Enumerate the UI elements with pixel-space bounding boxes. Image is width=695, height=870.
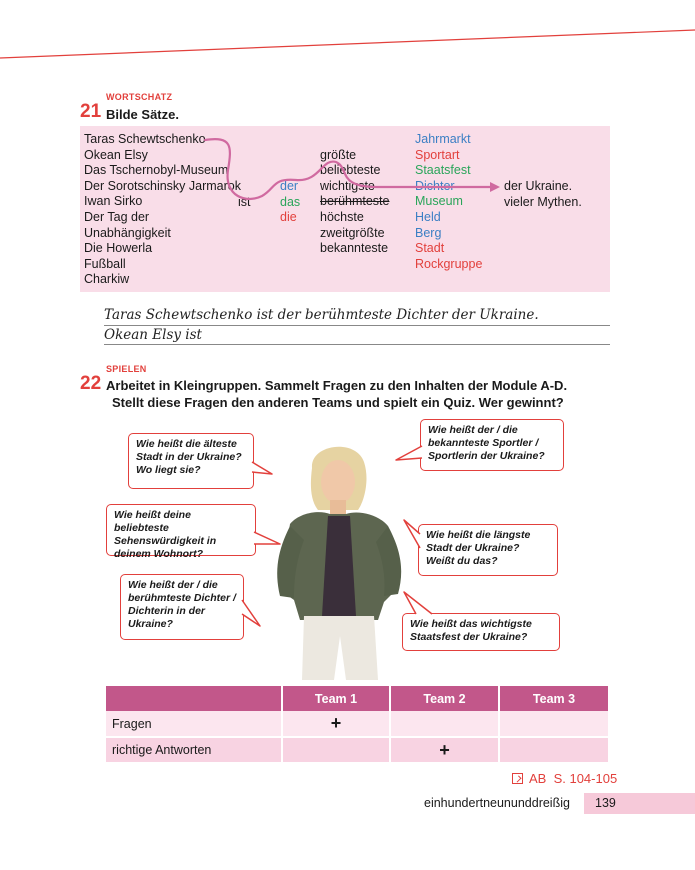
quiz-team-table (106, 686, 608, 764)
table-header-team-2: Team 2 (390, 686, 499, 711)
subject-item: Taras Schewtschenko (84, 132, 206, 146)
section-tag-spielen: SPIELEN (106, 364, 147, 374)
adjective-item: beliebteste (320, 163, 381, 178)
noun-item: Jahrmarkt (415, 132, 471, 146)
subjects-column (84, 132, 241, 288)
page-number-word: einhundertneununddreißig (424, 796, 570, 810)
subject-item: Iwan Sirko (84, 194, 143, 209)
noun-item: Rockgruppe (415, 256, 483, 271)
table-header-empty (106, 686, 282, 711)
adjective-item: größte (320, 147, 357, 162)
exercise-22-title-line-2: Stellt diese Fragen den anderen Teams und spielt ein Quiz. Wer gewinnt? (112, 395, 564, 410)
noun-item: Staatsfest (415, 163, 471, 178)
subject-item: Der Tag der (84, 209, 150, 224)
noun-item: Sportart (415, 147, 460, 162)
exercise-21-title: Bilde Sätze. (106, 107, 179, 122)
writing-line (104, 325, 610, 326)
speech-bubble-3: Wie heißt der / die berühmteste Dichter / Dichterin in der Ukraine? (120, 574, 244, 640)
section-tag-wortschatz: WORTSCHATZ (106, 92, 173, 102)
noun-item: Held (415, 209, 441, 224)
speech-bubble-4: Wie heißt der / die bekannteste Sportler / Sportlerin der Ukraine? (420, 419, 564, 471)
noun-item: Museum (415, 194, 463, 209)
answer-line-1: Taras Schewtschenko ist der berühmteste Dichter der Ukraine. (104, 307, 539, 323)
speech-bubble-2: Wie heißt deine beliebteste Sehenswürdigkeit in deinem Wohnort? (106, 504, 256, 556)
article-der: der (280, 179, 299, 194)
adjective-item-used: berühmteste (320, 194, 390, 209)
nouns-column (415, 132, 482, 272)
top-decorative-line (0, 0, 695, 60)
article-das: das (280, 194, 301, 209)
articles-column (280, 179, 300, 226)
adjective-item: höchste (320, 209, 364, 224)
table-cell (499, 737, 608, 763)
article-die: die (280, 210, 297, 225)
subject-item: Fußball (84, 256, 126, 271)
subject-item: Das Tschernobyl-Museum (84, 163, 229, 178)
table-cell (282, 737, 390, 763)
workbook-arrow-icon (512, 773, 523, 784)
noun-item: Berg (415, 225, 442, 240)
table-cell: + (282, 711, 390, 737)
table-header-row (106, 686, 608, 711)
table-header-team-1: Team 1 (282, 686, 390, 711)
adjective-item: wichtigste (320, 178, 375, 193)
table-header-team-3: Team 3 (499, 686, 608, 711)
subject-item: Charkiw (84, 272, 130, 287)
speech-bubble-5: Wie heißt die längste Stadt der Ukraine? Weißt du das? (418, 524, 558, 576)
table-cell (390, 711, 499, 737)
exercise-number-22: 22 (80, 373, 102, 394)
workbook-reference-text: AB S. 104-105 (529, 771, 618, 786)
subject-item: Die Howerla (84, 241, 153, 256)
verb-column (238, 195, 251, 211)
subject-item: Der Sorotschinsky Jarmarok (84, 178, 241, 193)
adjectives-column (320, 148, 389, 257)
endings-column (504, 179, 582, 210)
noun-item: Stadt (415, 241, 445, 256)
table-cell: + (390, 737, 499, 763)
subject-item: Unabhängigkeit (84, 225, 171, 240)
writing-line (104, 344, 610, 345)
subject-item: Okean Elsy (84, 147, 148, 162)
exercise-number-21: 21 (80, 101, 102, 122)
row-label-richtige-antworten: richtige Antworten (106, 737, 282, 763)
adjective-item: zweitgrößte (320, 225, 385, 240)
speech-bubble-1: Wie heißt die älteste Stadt in der Ukraine? Wo liegt sie? (128, 433, 254, 489)
ending-item: vieler Mythen. (504, 194, 582, 209)
ending-item: der Ukraine. (504, 179, 573, 194)
workbook-reference (512, 771, 617, 786)
adjective-item: bekannteste (320, 241, 389, 256)
table-row (106, 711, 608, 737)
exercise-22-title-line-1: Arbeitet in Kleingruppen. Sammelt Fragen zu den Inhalten der Module A-D. (106, 378, 568, 393)
row-label-fragen: Fragen (106, 711, 282, 737)
speech-bubble-6: Wie heißt das wichtigste Staatsfest der Ukraine? (402, 613, 560, 651)
page-number: 139 (595, 796, 616, 810)
word-table (80, 126, 610, 292)
table-row (106, 737, 608, 763)
noun-item-used: Dichter (415, 178, 455, 193)
table-cell (499, 711, 608, 737)
verb-item: ist (238, 194, 251, 209)
answer-line-2: Okean Elsy ist (104, 327, 202, 343)
woman-photo (260, 440, 420, 680)
